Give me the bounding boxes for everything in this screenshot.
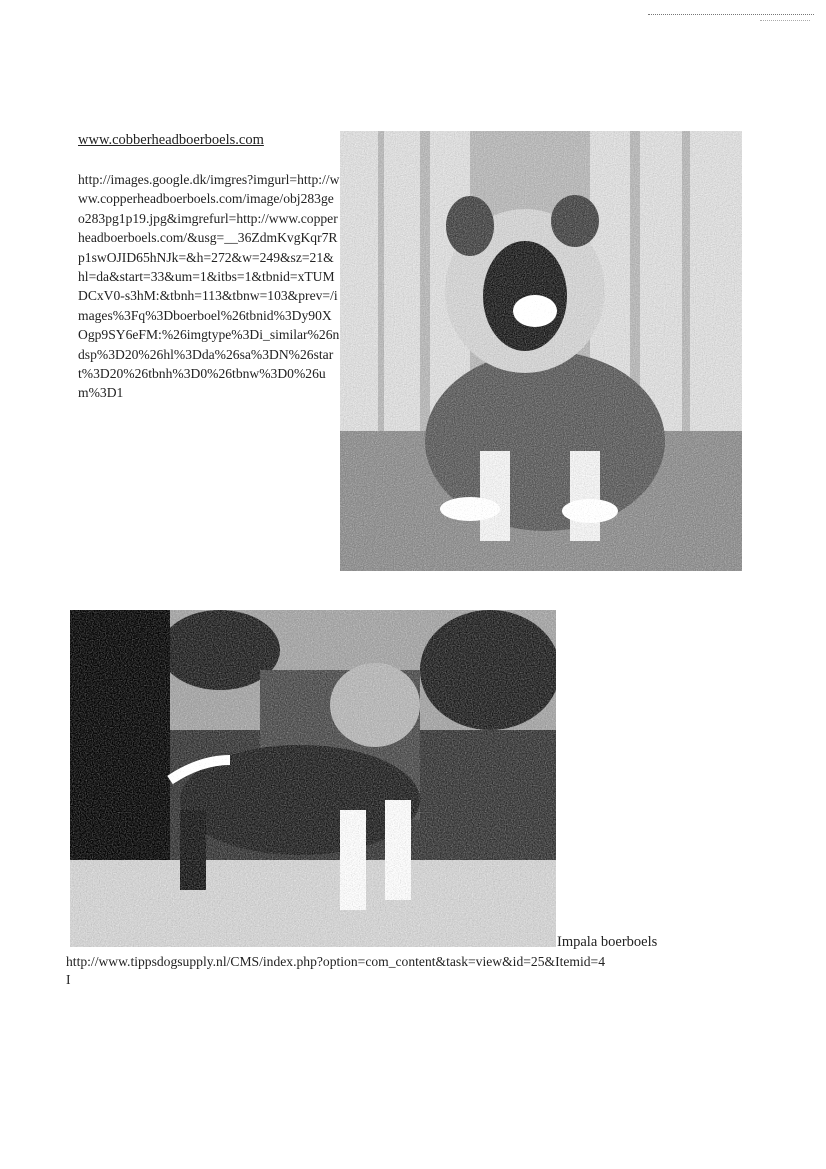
photo-caption: Impala boerboels <box>557 934 658 950</box>
dog-photo-side <box>70 610 556 947</box>
dog-photo-front <box>340 131 742 571</box>
image-source-url: http://images.google.dk/imgres?imgurl=http://www.copperheadboerboels.com/image/obj283geo283pg1p19.jpg&imgrefurl=http://www.copperheadboerboels.com/&usg=__36ZdmKvgKqr7Rp1swOJID65hNJk=&h=272&w=249&sz=21&hl=da&start=33&um=1&itbs=1&tbnid=xTUMDCxV0-s3hM:&tbnh=113&tbnw=103&prev=/images%3Fq%3Dboerboel%26tbnid%3Dy90XOgp9SY6eFM:%26imgtype%3Di_similar%26ndsp%3D20%26hl%3Dda%26sa%3DN%26start%3D20%26tbnh%3D0%26tbnw%3D0%26um%3D1 <box>78 172 340 401</box>
trailing-mark: I <box>66 972 71 987</box>
image-source-url-2 <box>66 953 766 989</box>
site-link[interactable]: www.cobberheadboerboels.com <box>78 132 264 148</box>
source-url-text: http://www.tippsdogsupply.nl/CMS/index.php?option=com_content&task=view&id=25&Itemid=4 <box>66 954 606 969</box>
scan-edge-mark <box>648 14 814 17</box>
scan-edge-mark-2 <box>760 20 810 22</box>
